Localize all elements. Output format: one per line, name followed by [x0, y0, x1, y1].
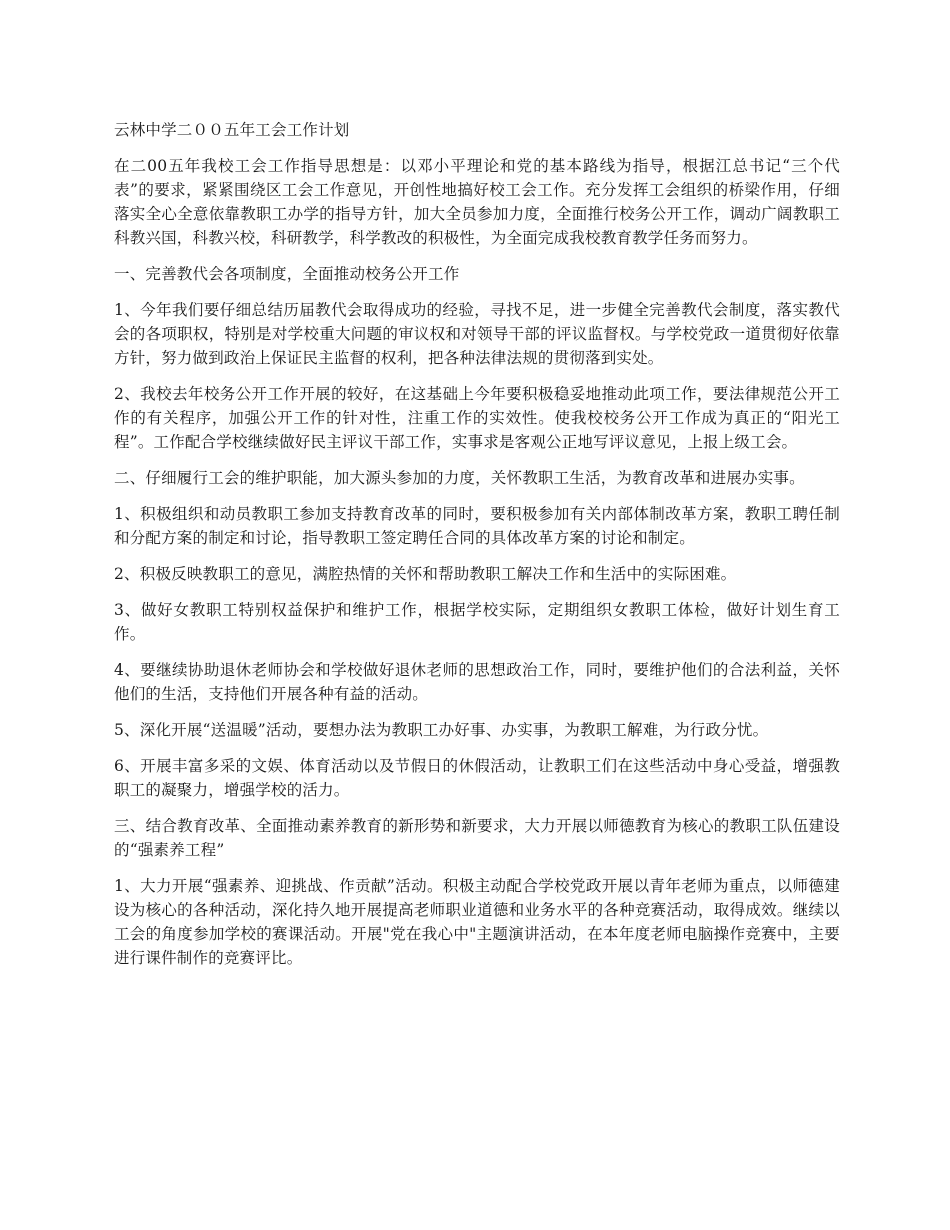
paragraph-intro: 在二00五年我校工会工作指导思想是：以邓小平理论和党的基本路线为指导，根据江总书记“三个代表”的要求，紧紧围绕区工会工作意见，开创性地搞好校工会工作。充分发挥工会组织的桥梁作用，仔细落实全心全意依靠教职工办学的指导方针，加大全员参加力度，全面推行校务公开工作，调动广阔教职工科教兴国，科教兴校，科研教学，科学教改的积极性，为全面完成我校教育教学任务而努力。 [114, 157, 840, 247]
paragraph-2-2: 2、积极反映教职工的意见，满腔热情的关怀和帮助教职工解决工作和生活中的实际困难。 [114, 565, 737, 583]
paragraph-1-2: 2、我校去年校务公开工作开展的较好，在这基础上今年要积极稳妥地推动此项工作，要法律规范公开工作的有关程序，加强公开工作的针对性，注重工作的实效性。使我校校务公开工作成为真正的“阳光工程”。工作配合学校继续做好民主评议干部工作，实事求是客观公正地写评议意见，上报上级工会。 [114, 385, 840, 451]
paragraph-2-4: 4、要继续协助退休老师协会和学校做好退休老师的思想政治工作，同时，要维护他们的合法利益，关怀他们的生活，支持他们开展各种有益的活动。 [114, 661, 840, 703]
paragraph-1-1: 1、今年我们要仔细总结历届教代会取得成功的经验，寻找不足，进一步健全完善教代会制度，落实教代会的各项职权，特别是对学校重大问题的审议权和对领导干部的评议监督权。与学校党政一道贯彻好依靠方针，努力做到政治上保证民主监督的权利，把各种法律法规的贯彻落到实处。 [114, 301, 840, 367]
paragraph-3-1: 1、大力开展“强素养、迎挑战、作贡献”活动。积极主动配合学校党政开展以青年老师为重点，以师德建设为核心的各种活动，深化持久地开展提高老师职业道德和业务水平的各种竞赛活动，取得成效。继续以工会的角度参加学校的赛课活动。开展"党在我心中"主题演讲活动，在本年度老师电脑操作竞赛中，主要进行课件制作的竞赛评比。 [114, 877, 840, 967]
section-heading-2: 二、仔细履行工会的维护职能，加大源头参加的力度，关怀教职工生活，为教育改革和进展办实事。 [114, 469, 805, 487]
document-title: 云林中学二００五年工会工作计划 [114, 121, 350, 139]
paragraph-2-1: 1、积极组织和动员教职工参加支持教育改革的同时，要积极参加有关内部体制改革方案，教职工聘任制和分配方案的制定和讨论，指导教职工签定聘任合同的具体改革方案的讨论和制定。 [114, 505, 840, 547]
paragraph-2-3: 3、做好女教职工特别权益保护和维护工作，根据学校实际，定期组织女教职工体检，做好计划生育工作。 [114, 601, 840, 643]
section-heading-3: 三、结合教育改革、全面推动素养教育的新形势和新要求，大力开展以师德教育为核心的教职工队伍建设的“强素养工程” [114, 817, 840, 859]
paragraph-2-6: 6、开展丰富多采的文娱、体育活动以及节假日的休假活动，让教职工们在这些活动中身心受益，增强教职工的凝聚力，增强学校的活力。 [114, 757, 840, 799]
document-page [114, 118, 840, 982]
paragraph-2-5: 5、深化开展“送温暖”活动，要想办法为教职工办好事、办实事，为教职工解难，为行政分忧。 [114, 721, 769, 739]
section-heading-1: 一、完善教代会各项制度，全面推动校务公开工作 [114, 265, 460, 283]
